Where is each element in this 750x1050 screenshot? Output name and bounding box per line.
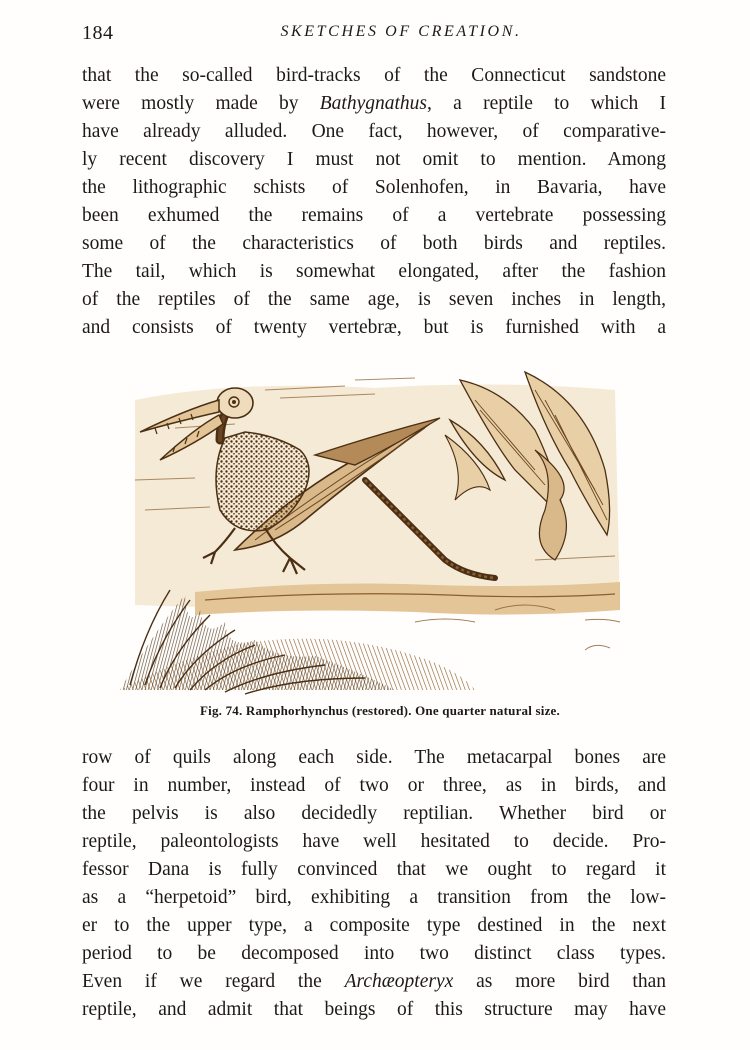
figure-label: Fig. 74. bbox=[200, 703, 243, 718]
text-run: row of quils along each side. The metacarpal bones are bbox=[82, 747, 666, 768]
text-run: of the reptiles of the same age, is seven inches in length, bbox=[82, 289, 666, 310]
italic-term: Archæopteryx bbox=[344, 971, 454, 992]
text-line bbox=[82, 884, 666, 912]
text-line bbox=[82, 314, 666, 342]
text-run: some of the characteristics of both birds and reptiles. bbox=[82, 233, 666, 254]
figure-caption bbox=[0, 703, 750, 719]
italic-term: Bathygnathus bbox=[319, 93, 428, 114]
text-line bbox=[82, 146, 666, 174]
text-run: reptile, paleontologists have well hesitated to decide. Pro- bbox=[82, 831, 666, 852]
text-line bbox=[82, 940, 666, 968]
text-run: reptile, and admit that beings of this structure may have bbox=[82, 999, 666, 1020]
text-line bbox=[82, 744, 666, 772]
text-line bbox=[82, 996, 666, 1024]
figure-caption-text: Ramphorhynchus (restored). One quarter natural size. bbox=[245, 703, 560, 718]
text-run: and consists of twenty vertebræ, but is furnished with a bbox=[82, 317, 666, 338]
ramphorhynchus-engraving bbox=[115, 360, 635, 698]
text-run: ly recent discovery I must not omit to mention. Among bbox=[82, 149, 666, 170]
text-line bbox=[82, 772, 666, 800]
text-line bbox=[82, 286, 666, 314]
page-number: 184 bbox=[82, 22, 114, 44]
text-line bbox=[82, 912, 666, 940]
text-run: been exhumed the remains of a vertebrate possessing bbox=[82, 205, 666, 226]
text-line bbox=[82, 90, 666, 118]
text-run: period to be decomposed into two distinct class types. bbox=[82, 943, 666, 964]
text-line bbox=[82, 118, 666, 146]
text-run: Even if we regard the bbox=[82, 971, 345, 992]
text-run: have already alluded. One fact, however, of comparative- bbox=[82, 121, 666, 142]
figure-illustration bbox=[115, 360, 635, 698]
running-title: SKETCHES OF CREATION. bbox=[280, 23, 522, 40]
text-line bbox=[82, 828, 666, 856]
page-header bbox=[82, 20, 666, 50]
text-run: , a reptile to which I bbox=[427, 93, 666, 114]
text-run: the lithographic schists of Solenhofen, in Bavaria, have bbox=[82, 177, 666, 198]
text-run: as more bird than bbox=[453, 971, 666, 992]
text-line bbox=[82, 856, 666, 884]
text-line bbox=[82, 968, 666, 996]
text-run: The tail, which is somewhat elongated, after the fashion bbox=[82, 261, 666, 282]
text-run: as a “herpetoid” bird, exhibiting a transition from the low- bbox=[82, 887, 666, 908]
paragraph-before-figure bbox=[82, 62, 666, 342]
paragraph-after-figure bbox=[82, 744, 666, 1024]
text-run: were mostly made by bbox=[82, 93, 320, 114]
text-line bbox=[82, 258, 666, 286]
text-run: er to the upper type, a composite type destined in the next bbox=[82, 915, 666, 936]
text-line bbox=[82, 202, 666, 230]
text-run: fessor Dana is fully convinced that we ought to regard it bbox=[82, 859, 666, 880]
text-line bbox=[82, 800, 666, 828]
text-run: that the so-called bird-tracks of the Connecticut sandstone bbox=[82, 65, 666, 86]
text-line bbox=[82, 174, 666, 202]
text-line bbox=[82, 62, 666, 90]
text-run: four in number, instead of two or three, as in birds, and bbox=[82, 775, 666, 796]
text-line bbox=[82, 230, 666, 258]
text-run: the pelvis is also decidedly reptilian. Whether bird or bbox=[82, 803, 666, 824]
